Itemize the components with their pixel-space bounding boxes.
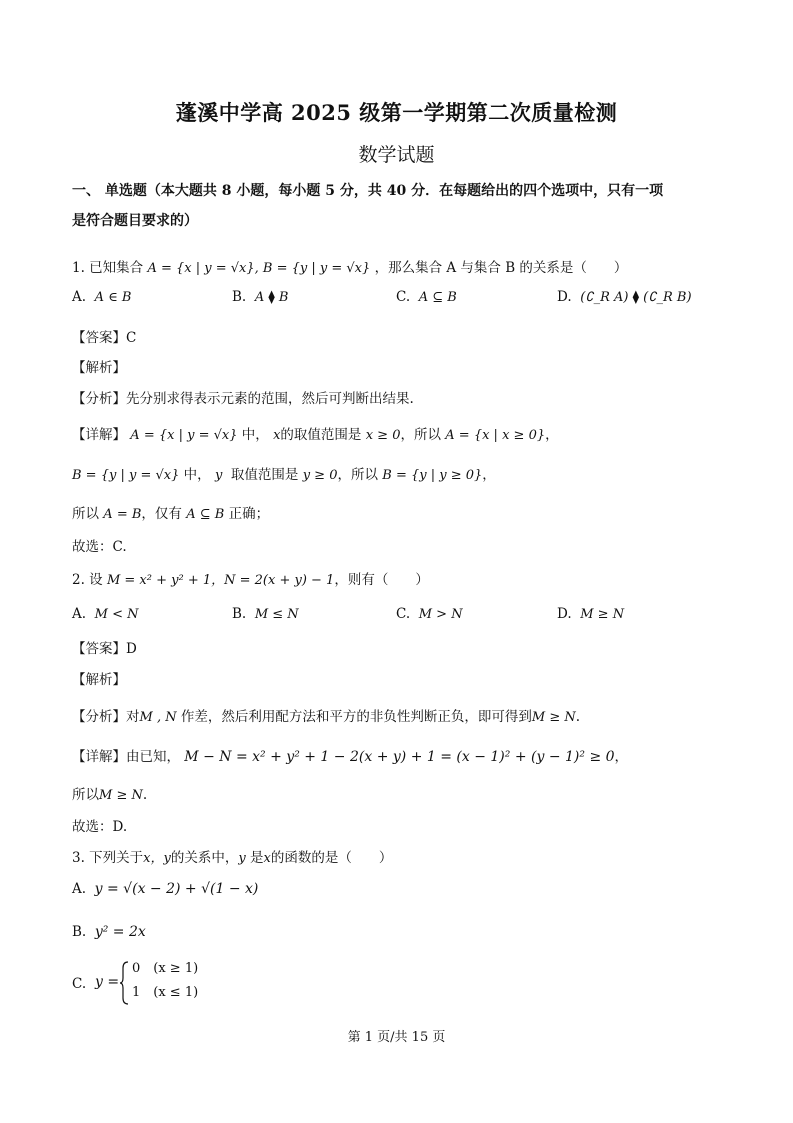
math-expr: B = {y | y ≥ 0} xyxy=(382,468,483,483)
answer-value: D xyxy=(126,641,137,657)
q1-xiangjie-line2 xyxy=(72,463,496,483)
option-text: (∁_R A) ⧫ (∁_R B) xyxy=(580,290,692,305)
option-text: y = √(x − 2) + √(1 − x) xyxy=(94,881,259,897)
option-label: A. xyxy=(72,289,87,305)
option-label: A. xyxy=(72,881,87,897)
math-expr: A = B xyxy=(103,507,142,522)
q2-option-d xyxy=(557,606,624,622)
text-fragment: 中， xyxy=(241,427,269,443)
question-1-stem xyxy=(72,256,627,276)
option-text: M > N xyxy=(418,607,463,622)
math-expr: M ≥ N xyxy=(531,710,576,725)
q3-option-c-row1: 0 (x ≥ 1) xyxy=(132,961,199,976)
math-expr: A ⊆ B xyxy=(186,507,225,522)
q1-conclusion: 故选：C. xyxy=(72,539,127,555)
math-expr: x xyxy=(263,851,271,866)
option-text: M ≤ N xyxy=(254,607,299,622)
q2-option-b xyxy=(232,606,299,622)
option-label: C. xyxy=(396,606,411,622)
q2-analysis-label: 【解析】 xyxy=(72,672,126,688)
text-fragment: 由已知， xyxy=(126,749,180,765)
math-expr: M , N xyxy=(139,710,177,725)
section-heading-line1: 一、 单选题（本大题共 8 小题，每小题 5 分，共 40 分．在每题给出的四个选项中，只有一项 xyxy=(72,183,664,199)
q2-prefix: 2. 设 xyxy=(72,572,103,588)
q1-xiangjie-line1 xyxy=(72,423,559,443)
math-expr: M − N = x² + y² + 1 − 2(x + y) + 1 = (x − 1)² + (y − 1)² ≥ 0 xyxy=(184,749,615,765)
option-label: B. xyxy=(72,924,87,940)
q2-answer xyxy=(72,637,137,657)
q3-option-c-label: C. xyxy=(72,976,87,992)
option-label: B. xyxy=(232,289,247,305)
answer-value: C xyxy=(126,330,137,346)
math-expr: x，y xyxy=(143,851,171,866)
q1-option-d xyxy=(557,289,692,305)
q1-option-b xyxy=(232,289,288,305)
section-heading-line2: 是符合题目要求的） xyxy=(72,213,198,229)
text-fragment: 的取值范围是 xyxy=(280,427,362,443)
question-2-stem xyxy=(72,568,429,588)
q1-option-c xyxy=(396,289,457,305)
answer-label: 【答案】 xyxy=(72,641,126,657)
text-fragment: 正确； xyxy=(228,506,270,522)
math-expr: A = {x | y = √x} xyxy=(130,428,238,443)
option-text: A ⧫ B xyxy=(254,290,289,305)
text-fragment: 所以 xyxy=(72,506,99,522)
xiangjie-label: 【详解】 xyxy=(72,749,126,765)
page-subtitle: 数学试题 xyxy=(358,144,435,166)
math-expr: x ≥ 0 xyxy=(365,428,401,443)
q1-option-a xyxy=(72,289,131,305)
option-text: A ⊆ B xyxy=(418,290,457,305)
answer-label: 【答案】 xyxy=(72,330,126,346)
q2-xiangjie-line2 xyxy=(72,783,147,803)
option-text: M < N xyxy=(94,607,139,622)
math-expr: y xyxy=(238,851,246,866)
option-text: M ≥ N xyxy=(580,607,625,622)
option-label: A. xyxy=(72,606,87,622)
q2-option-c xyxy=(396,606,463,622)
option-label: D. xyxy=(557,606,572,622)
q3-option-b xyxy=(72,924,146,940)
q1-fenxi xyxy=(72,387,414,407)
text-fragment: ，所以 xyxy=(337,467,378,483)
q3-prefix: 3. 下列关于 xyxy=(72,850,144,866)
text-fragment: 的关系中， xyxy=(170,850,239,866)
text-fragment: 对 xyxy=(126,709,140,725)
text-fragment: 是 xyxy=(250,850,264,866)
option-text: A ∈ B xyxy=(94,290,132,305)
math-expr: y xyxy=(214,468,223,483)
q1-analysis-label: 【解析】 xyxy=(72,360,126,376)
option-label: D. xyxy=(557,289,572,305)
fenxi-text: 先分别求得表示元素的范围，然后可判断出结果. xyxy=(126,391,414,407)
fenxi-label: 【分析】 xyxy=(72,709,126,725)
text-fragment: ，所以 xyxy=(400,427,441,443)
text-fragment: ， xyxy=(545,427,559,443)
q1-sets: A = {x | y = √x}, B = {y | y = √x} xyxy=(147,261,371,276)
text-fragment: 的函数的是（ ） xyxy=(270,850,393,866)
text-fragment: 中， xyxy=(183,467,211,483)
q1-answer xyxy=(72,326,136,346)
option-text: y² = 2x xyxy=(94,924,146,940)
left-brace-icon xyxy=(120,960,130,1006)
text-fragment: ， xyxy=(614,749,629,765)
q3-option-a xyxy=(72,881,258,897)
text-fragment: ， xyxy=(482,467,496,483)
q3-option-c-row2: 1 (x ≤ 1) xyxy=(132,985,199,1000)
page-footer: 第 1 页/共 15 页 xyxy=(347,1030,446,1045)
q1-xiangjie-line3 xyxy=(72,502,269,522)
text-fragment: ，仅有 xyxy=(141,506,182,522)
q3-option-c-y: y = xyxy=(95,974,120,990)
text-fragment: . xyxy=(575,709,581,725)
xiangjie-label: 【详解】 xyxy=(72,427,126,443)
math-expr: y ≥ 0 xyxy=(302,468,338,483)
page-title: 蓬溪中学高 2025 级第一学期第二次质量检测 xyxy=(175,100,618,125)
math-expr: M ≥ N xyxy=(99,788,143,803)
math-expr: A = {x | x ≥ 0} xyxy=(445,428,546,443)
q2-conclusion: 故选：D. xyxy=(72,819,128,835)
fenxi-label: 【分析】 xyxy=(72,391,126,407)
option-label: B. xyxy=(232,606,247,622)
text-fragment: 取值范围是 xyxy=(230,467,299,483)
text-fragment: 所以 xyxy=(72,787,99,803)
question-3-stem xyxy=(72,846,392,866)
q1-prefix: 1. 已知集合 xyxy=(72,260,144,276)
math-expr: x xyxy=(273,428,281,443)
q2-expr: M = x² + y² + 1，N = 2(x + y) − 1 xyxy=(106,573,335,588)
text-fragment: 作差，然后利用配方法和平方的非负性判断正负，即可得到 xyxy=(180,709,532,725)
q2-option-a xyxy=(72,606,138,622)
math-expr: B = {y | y = √x} xyxy=(72,468,180,483)
q1-suffix: ，那么集合 A 与集合 B 的关系是（ ） xyxy=(374,260,628,276)
q2-fenxi xyxy=(72,705,580,725)
q2-suffix: ，则有（ ） xyxy=(334,572,429,588)
option-label: C. xyxy=(396,289,411,305)
text-fragment: . xyxy=(142,787,148,803)
q2-xiangjie xyxy=(72,745,628,765)
